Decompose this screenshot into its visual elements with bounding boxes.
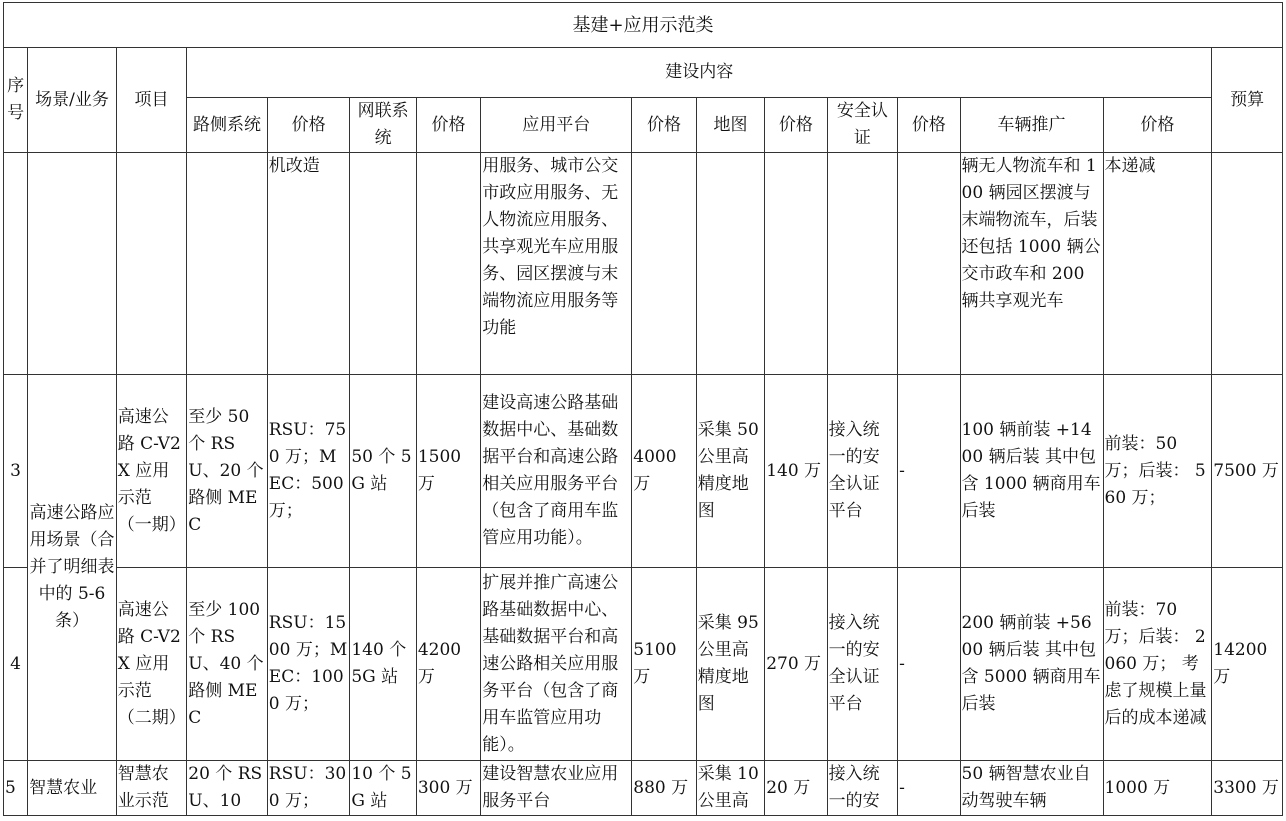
cell-seq: 5: [4, 761, 28, 816]
cell-road-price: RSU：750 万；MEC：500 万；: [267, 375, 350, 568]
cell-budget: [1212, 153, 1283, 375]
cell-road: [187, 153, 268, 375]
cell-map-price: 140 万: [765, 375, 827, 568]
cell-platform: 用服务、城市公交市政应用服务、无人物流应用服务、共享观光车应用服务、园区摆渡与末端物流应用服务等功能: [481, 153, 632, 375]
cell-road-price: RSU：300 万；: [267, 761, 350, 816]
cell-seq: 3: [4, 375, 28, 568]
cell-security-price: [898, 153, 960, 375]
cell-seq: [4, 153, 28, 375]
header-scene: 场景/业务: [28, 48, 117, 153]
header-network: 网联系统: [350, 98, 416, 153]
cell-security: [827, 153, 897, 375]
header-row-2: [4, 98, 1283, 153]
cell-vehicle-price: 1000 万: [1103, 761, 1212, 816]
cell-network-price: 4200 万: [416, 568, 480, 761]
cell-budget: 14200 万: [1212, 568, 1283, 761]
cell-map: 采集 95 公里高精度地图: [696, 568, 764, 761]
cell-project: 高速公路 C-V2X 应用示范（二期）: [116, 568, 186, 761]
cell-network: [350, 153, 416, 375]
cell-road-price: RSU：1500 万；MEC：1000 万；: [267, 568, 350, 761]
header-row-1: [4, 48, 1283, 98]
header-vehicle-price: 价格: [1103, 98, 1212, 153]
header-seq: 序号: [4, 48, 28, 153]
cell-vehicle: 50 辆智慧农业自动驾驶车辆: [960, 761, 1103, 816]
header-road: 路侧系统: [187, 98, 268, 153]
cell-seq: 4: [4, 568, 28, 761]
cell-network: 50 个 5G 站: [350, 375, 416, 568]
cell-security: 接入统一的安: [827, 761, 897, 816]
title-row: [4, 3, 1283, 48]
cell-budget: 3300 万: [1212, 761, 1283, 816]
header-project: 项目: [116, 48, 186, 153]
cell-platform: 扩展并推广高速公路基础数据中心、基础数据平台和高速公路相关应用服务平台（包含了商用车监管应用功能）。: [481, 568, 632, 761]
cell-vehicle: 辆无人物流车和 100 辆园区摆渡与末端物流车，后装还包括 1000 辆公交市政车和 200 辆共享观光车: [960, 153, 1103, 375]
cell-budget: 7500 万: [1212, 375, 1283, 568]
cell-scene: 高速公路应用场景（合并了明细表中的 5-6 条）: [28, 375, 117, 761]
cell-map: 采集 10 公里高: [696, 761, 764, 816]
table-title: 基建+应用示范类: [4, 3, 1283, 48]
budget-table: [3, 2, 1283, 816]
header-map-price: 价格: [765, 98, 827, 153]
cell-platform: 建设高速公路基础数据中心、基础数据平台和高速公路相关应用服务平台（包含了商用车监管应用功能）。: [481, 375, 632, 568]
header-network-price: 价格: [416, 98, 480, 153]
header-vehicle: 车辆推广: [960, 98, 1103, 153]
cell-vehicle: 100 辆前装 +1400 辆后装 其中包含 1000 辆商用车后装: [960, 375, 1103, 568]
cell-scene: 智慧农业: [28, 761, 117, 816]
cell-network-price: 300 万: [416, 761, 480, 816]
header-platform-price: 价格: [632, 98, 696, 153]
header-security-price: 价格: [898, 98, 960, 153]
cell-road: 20 个 RSU、10: [187, 761, 268, 816]
cell-map-price: 270 万: [765, 568, 827, 761]
cell-project: 高速公路 C-V2X 应用示范（一期）: [116, 375, 186, 568]
cell-map: [696, 153, 764, 375]
header-platform: 应用平台: [481, 98, 632, 153]
cell-platform-price: [632, 153, 696, 375]
cell-project: 智慧农业示范: [116, 761, 186, 816]
cell-security: 接入统一的安全认证平台: [827, 375, 897, 568]
cell-platform-price: 5100 万: [632, 568, 696, 761]
cell-road-price: 机改造: [267, 153, 350, 375]
header-security: 安全认证: [827, 98, 897, 153]
cell-platform-price: 4000 万: [632, 375, 696, 568]
cell-network: 140 个 5G 站: [350, 568, 416, 761]
cell-map: 采集 50 公里高精度地图: [696, 375, 764, 568]
cell-platform: 建设智慧农业应用服务平台: [481, 761, 632, 816]
cell-platform-price: 880 万: [632, 761, 696, 816]
cell-network-price: [416, 153, 480, 375]
cell-map-price: 20 万: [765, 761, 827, 816]
header-road-price: 价格: [267, 98, 350, 153]
table-row: [4, 375, 1283, 568]
cell-map-price: [765, 153, 827, 375]
cell-vehicle: 200 辆前装 +5600 辆后装 其中包含 5000 辆商用车后装: [960, 568, 1103, 761]
cell-vehicle-price: 前装：70 万；后装： 2060 万； 考虑了规模上量后的成本递减: [1103, 568, 1212, 761]
cell-road: 至少 50 个 RSU、20 个路侧 MEC: [187, 375, 268, 568]
table-row: [4, 153, 1283, 375]
cell-project: [116, 153, 186, 375]
cell-scene: [28, 153, 117, 375]
cell-network-price: 1500 万: [416, 375, 480, 568]
cell-security-price: -: [898, 568, 960, 761]
cell-security: 接入统一的安全认证平台: [827, 568, 897, 761]
cell-vehicle-price: 前装：50 万；后装： 560 万；: [1103, 375, 1212, 568]
cell-vehicle-price: 本递减: [1103, 153, 1212, 375]
table-row: [4, 568, 1283, 761]
header-map: 地图: [696, 98, 764, 153]
header-budget: 预算: [1212, 48, 1283, 153]
table-row: [4, 761, 1283, 816]
cell-security-price: -: [898, 375, 960, 568]
cell-security-price: -: [898, 761, 960, 816]
header-content: 建设内容: [187, 48, 1212, 98]
cell-road: 至少 100 个 RSU、40 个路侧 MEC: [187, 568, 268, 761]
cell-network: 10 个 5G 站: [350, 761, 416, 816]
